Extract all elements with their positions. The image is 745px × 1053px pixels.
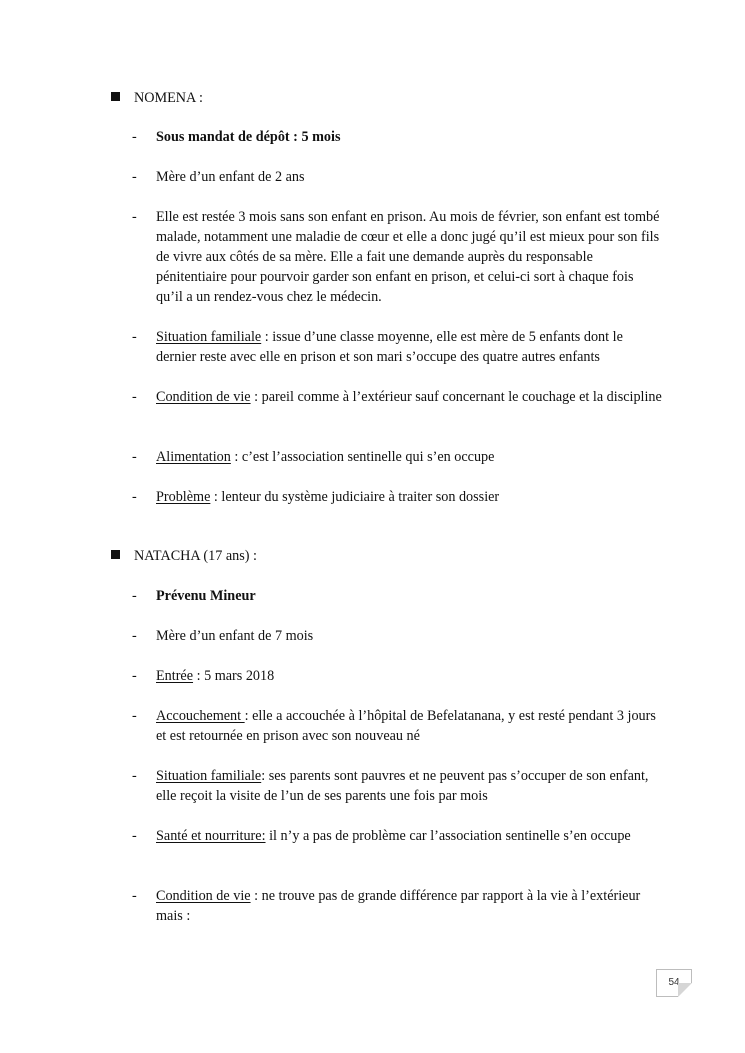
item-label: Accouchement [156, 708, 245, 724]
item-text: : lenteur du système judiciaire à traiter son dossier [210, 489, 500, 505]
dash-bullet-icon: - [132, 588, 137, 604]
dash-bullet-icon: - [132, 169, 137, 185]
item-text: : ne trouve pas de grande différence par rapport à la vie à l’extérieur mais : [156, 888, 641, 924]
item-label: Condition de vie [156, 389, 251, 405]
list-item [132, 666, 662, 686]
list-item [132, 826, 662, 846]
dash-bullet-icon: - [132, 668, 137, 684]
item-text-bold: Prévenu Mineur [156, 588, 256, 604]
item-text: : issue d’une classe moyenne, elle est mère de 5 enfants dont le dernier reste avec elle en prison et son mari s’occupe des quatre autres enfants [156, 329, 623, 365]
section-heading-nomena [111, 88, 203, 108]
item-label: Situation familiale [156, 768, 262, 784]
list-item [132, 167, 662, 187]
list-item [132, 327, 662, 367]
page-fold-icon [678, 983, 692, 997]
list-item [132, 626, 662, 646]
page-number: 54 [668, 977, 680, 988]
dash-bullet-icon: - [132, 389, 137, 405]
list-item [132, 706, 662, 746]
item-label: Santé et nourriture: [156, 828, 266, 844]
page-number-box [656, 969, 692, 997]
item-label: Entrée [156, 668, 194, 684]
list-item [132, 387, 662, 407]
section-heading-natacha [111, 546, 257, 566]
list-item [132, 886, 662, 926]
dash-bullet-icon: - [132, 768, 137, 784]
dash-bullet-icon: - [132, 708, 137, 724]
list-item [132, 487, 662, 507]
item-label: Condition de vie [156, 888, 251, 904]
list-item [132, 207, 662, 307]
dash-bullet-icon: - [132, 209, 137, 225]
item-text: Elle est restée 3 mois sans son enfant en prison. Au mois de février, son enfant est tombé malade, notamment une maladie de cœur et elle a donc jugé qu’il est mieux pour son fils de vivre aux côtés de sa mère. Elle a fait une demande auprès du responsable pénitentiaire pour pourvoir garder son enfant en prison, et celui-ci sort à chaque fois qu’il a un rendez-vous chez le médecin. [156, 209, 660, 305]
item-text: : c’est l’association sentinelle qui s’en occupe [230, 449, 495, 465]
list-item [132, 127, 662, 147]
square-bullet-icon [111, 550, 120, 559]
list-item [132, 447, 662, 467]
dash-bullet-icon: - [132, 129, 137, 145]
item-text: Mère d’un enfant de 2 ans [156, 169, 305, 185]
list-item [132, 586, 662, 606]
item-text-bold: Sous mandat de dépôt : 5 mois [156, 129, 341, 145]
section-title: NATACHA (17 ans) : [134, 548, 257, 564]
item-text: il n’y a pas de problème car l’association sentinelle s’en occupe [265, 828, 631, 844]
dash-bullet-icon: - [132, 628, 137, 644]
item-label: Problème [156, 489, 211, 505]
item-label: Situation familiale [156, 329, 262, 345]
square-bullet-icon [111, 92, 120, 101]
dash-bullet-icon: - [132, 888, 137, 904]
section-title: NOMENA : [134, 90, 203, 106]
item-text: : ses parents sont pauvres et ne peuvent pas s’occuper de son enfant, elle reçoit la visite de l’un de ses parents une fois par mois [156, 768, 649, 804]
dash-bullet-icon: - [132, 329, 137, 345]
item-text: : pareil comme à l’extérieur sauf concernant le couchage et la discipline [250, 389, 662, 405]
dash-bullet-icon: - [132, 489, 137, 505]
dash-bullet-icon: - [132, 449, 137, 465]
item-label: Alimentation [156, 449, 231, 465]
item-text: : 5 mars 2018 [193, 668, 275, 684]
item-text: Mère d’un enfant de 7 mois [156, 628, 314, 644]
dash-bullet-icon: - [132, 828, 137, 844]
list-item [132, 766, 662, 806]
item-text: : elle a accouchée à l’hôpital de Befelatanana, y est resté pendant 3 jours et est retournée en prison avec son nouveau né [156, 708, 656, 744]
